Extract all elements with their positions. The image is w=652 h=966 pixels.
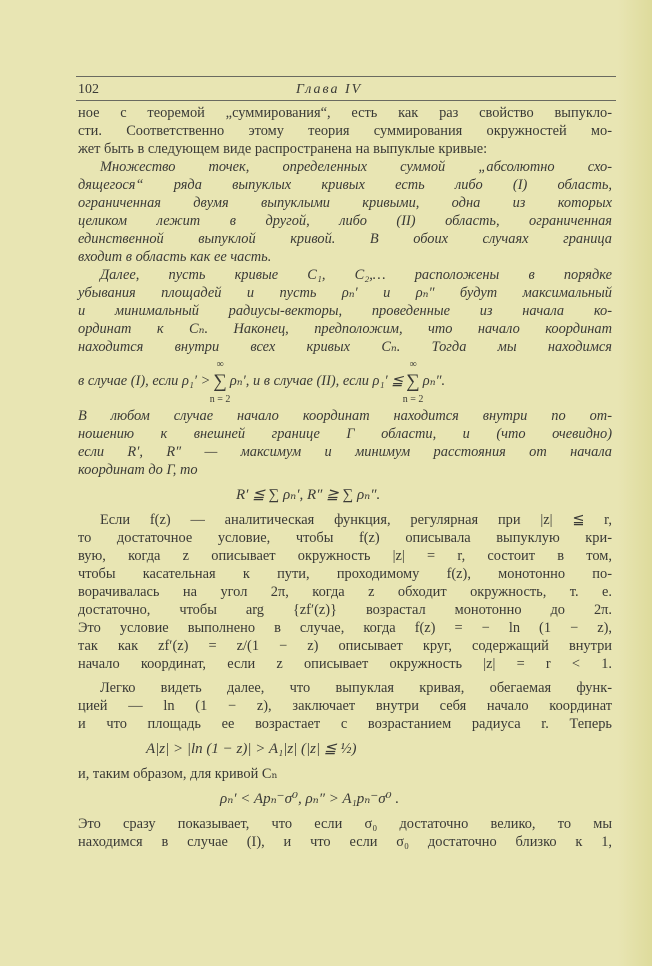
- text-line: Это условие выполнено в случае, когда f(z) = − ln (1 − z),: [78, 619, 612, 636]
- text-line: В любом случае начало координат находится внутри по от-: [78, 407, 612, 424]
- formula-ln-bounds: A|z| > |ln (1 − z)| > A₁|z| (|z| ≦ ½): [146, 740, 357, 757]
- text-line: жет быть в следующем виде распространена на выпуклые кривые:: [78, 141, 488, 157]
- sum-text-1: в случае (I), если ρ₁′ >: [78, 373, 211, 389]
- text-line: так как zf′(z) = z/(1 − z) описывает круг, содержащий внутри: [78, 637, 612, 654]
- text-line: ворачивалась на угол 2π, когда z обходит окружность, т. е.: [78, 583, 612, 600]
- theorem-line: ограниченная двумя выпуклыми кривыми, одна из которых: [78, 195, 612, 211]
- sum-upper-limit: ∞: [216, 358, 224, 370]
- sum-symbol: [209, 358, 231, 405]
- sum-lower-limit: n = 2: [402, 393, 424, 405]
- sigma: ∑: [213, 370, 227, 392]
- sum-condition-line: [78, 356, 612, 407]
- formula-r-bounds: R′ ≦ ∑ ρₙ′, R″ ≧ ∑ ρₙ″.: [236, 486, 381, 503]
- text-line: Это сразу показывает, что если σ₀ достаточно велико, то мы: [78, 815, 612, 832]
- sum-text-3: ρₙ″.: [422, 373, 446, 389]
- text-line: находимся в случае (I), и что если σ₀ достаточно близко к 1,: [78, 833, 612, 850]
- page-edge-shading: [618, 0, 652, 966]
- text-line: цией — ln (1 − z), заключает внутри себя начало координат: [78, 697, 612, 714]
- text-line: сти. Соответственно этому теория суммирования окружностей мо-: [78, 123, 612, 139]
- sum-lower-limit: n = 2: [209, 393, 231, 405]
- text-line: ношению к внешней границе Γ области, и (что очевидно): [78, 425, 612, 442]
- top-rule: [76, 76, 616, 77]
- sum-text-2: ρₙ′, и в случае (II), если ρ₁′ ≦: [229, 373, 404, 389]
- text-line: Легко видеть далее, что выпуклая кривая, обегаемая функ-: [100, 679, 612, 696]
- page-number: 102: [78, 82, 99, 97]
- text-line: убывания площадей и пусть ρₙ′ и ρₙ″ будут максимальный: [78, 285, 612, 301]
- text-line: координат до Γ, то: [78, 461, 198, 478]
- text-line: и минимальный радиусы-векторы, проведенные из начала ко-: [78, 303, 612, 319]
- running-title: Глава IV: [296, 82, 363, 97]
- header-rule: [76, 100, 616, 101]
- formula-rho-bounds: ρₙ′ < Apₙ⁻σ⁰, ρₙ″ > A₁pₙ⁻σ⁰ .: [220, 790, 400, 807]
- text-line: и что площадь ее возрастает с возрастанием радиуса r. Теперь: [78, 715, 612, 732]
- sum-symbol: [402, 358, 424, 405]
- text-line: ное с теоремой „суммирования“, есть как раз свойство выпукло-: [78, 105, 612, 121]
- theorem-line: дящегося“ ряда выпуклых кривых есть либо (I) область,: [78, 177, 612, 193]
- text-line: находится внутри всех кривых Cₙ. Тогда мы находимся: [78, 339, 612, 355]
- text-line: начало координат, если z описывает окружность |z| = r < 1.: [78, 655, 612, 672]
- sigma: ∑: [406, 370, 420, 392]
- text-line: достаточно, чтобы arg {zf′(z)} возрастал монотонно до 2π.: [78, 601, 612, 618]
- text-line: и, таким образом, для кривой Cₙ: [78, 765, 278, 782]
- theorem-line: входит в область как ее часть.: [78, 249, 272, 265]
- theorem-line: Множество точек, определенных суммой „абсолютно схо-: [100, 159, 612, 175]
- theorem-line: единственной выпуклой кривой. В обоих случаях граница: [78, 231, 612, 247]
- text-line: то достаточное условие, чтобы f(z) описывала выпуклую кри-: [78, 529, 612, 546]
- sum-upper-limit: ∞: [409, 358, 417, 370]
- text-line: Если f(z) — аналитическая функция, регулярная при |z| ≦ r,: [100, 511, 612, 528]
- page-body: [78, 104, 612, 851]
- theorem-line: целиком лежит в другой, либо (II) область, ограниченная: [78, 213, 612, 229]
- text-line: если R′, R″ — максимум и минимум расстояния от начала: [78, 443, 612, 460]
- text-line: ординат к Cₙ. Наконец, предположим, что начало координат: [78, 321, 612, 337]
- text-line: чтобы касательная к пути, проходимому f(z), монотонно по-: [78, 565, 612, 582]
- text-line: Далее, пусть кривые C₁, C₂,… расположены в порядке: [100, 267, 612, 283]
- text-line: вую, когда z описывает окружность |z| = r, состоит в том,: [78, 547, 612, 564]
